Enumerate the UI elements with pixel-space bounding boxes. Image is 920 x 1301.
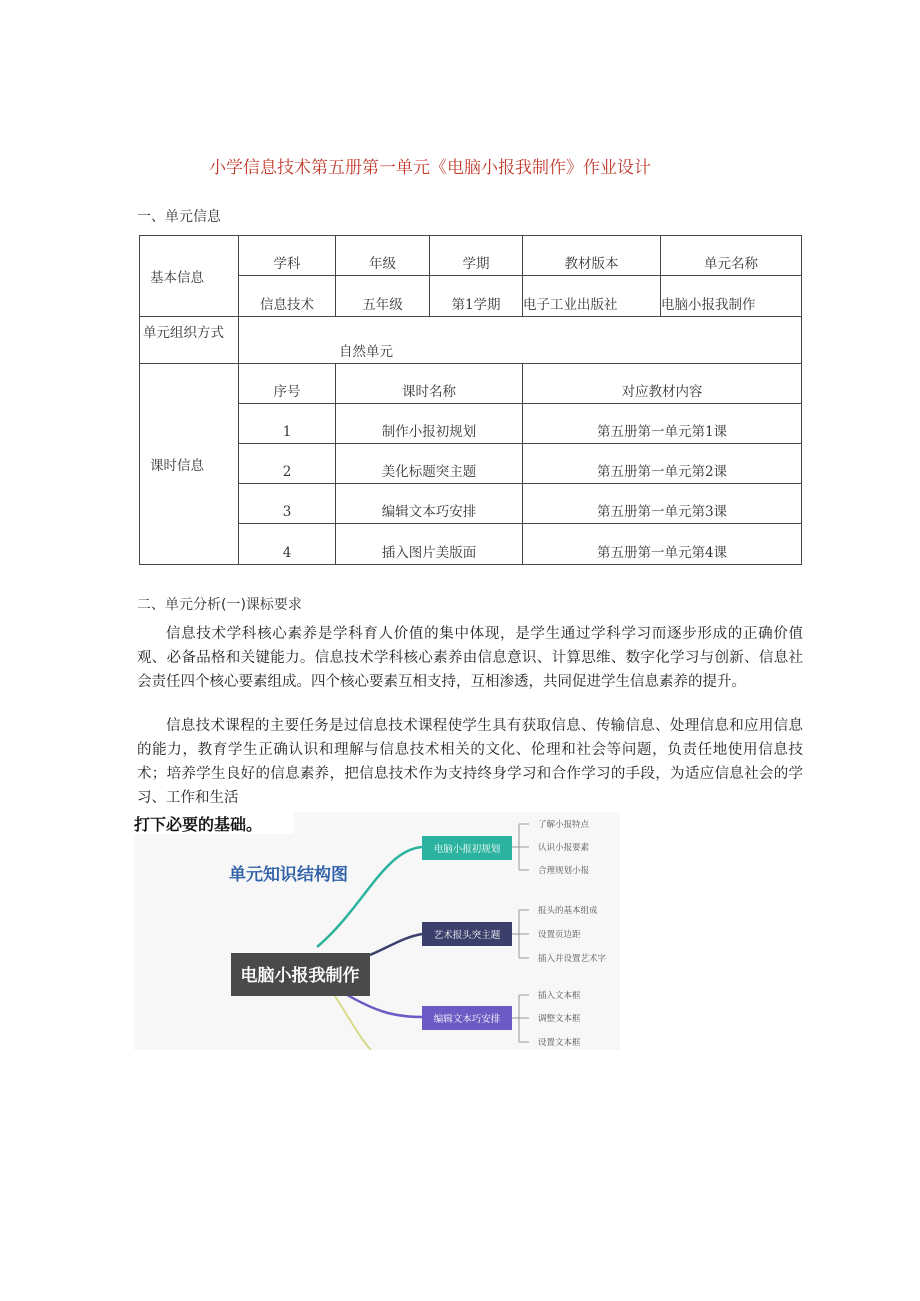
value-textbook: 电子工业出版社 xyxy=(523,276,661,317)
lesson-1-name: 制作小报初规划 xyxy=(336,404,523,444)
lesson-info-label: 课时信息 xyxy=(140,364,239,565)
value-unit-name: 电脑小报我制作 xyxy=(661,276,802,317)
branch-3-label: 编辑文本巧安排 xyxy=(433,1014,501,1025)
document-title: 小学信息技术第五册第一单元《电脑小报我制作》作业设计 xyxy=(209,158,651,178)
lesson-3-content: 第五册第一单元第3课 xyxy=(523,484,802,524)
mindmap-center-label: 电脑小报我制作 xyxy=(240,966,360,986)
value-subject: 信息技术 xyxy=(239,276,336,317)
lesson-4-no: 4 xyxy=(239,524,336,565)
branch-1-item-3: 合理规划小报 xyxy=(538,866,590,876)
lesson-1-no: 1 xyxy=(239,404,336,444)
lesson-1-content: 第五册第一单元第1课 xyxy=(523,404,802,444)
org-method-label: 单元组织方式 xyxy=(140,317,239,364)
org-method-value: 自然单元 xyxy=(239,317,802,364)
lesson-header-content: 对应教材内容 xyxy=(523,364,802,404)
value-grade: 五年级 xyxy=(336,276,430,317)
basic-info-label: 基本信息 xyxy=(140,236,239,317)
branch-2-label: 艺术报头突主题 xyxy=(433,930,501,941)
branch-3-item-1: 插入文本框 xyxy=(538,991,581,1001)
lesson-header-name: 课时名称 xyxy=(336,364,523,404)
branch-1-item-2: 认识小报要素 xyxy=(538,843,590,853)
branch-3-item-3: 设置文本框 xyxy=(538,1038,581,1048)
header-textbook: 教材版本 xyxy=(523,236,661,276)
mindmap-title: 单元知识结构图 xyxy=(229,865,348,885)
lesson-3-no: 3 xyxy=(239,484,336,524)
header-subject: 学科 xyxy=(239,236,336,276)
paragraph-core-literacy: 信息技术学科核心素养是学科育人价值的集中体现，是学生通过学科学习而逐步形成的正确价值观、必备品格和关键能力。信息技术学科核心素养由信息意识、计算思维、数字化学习与创新、信息社会责任四个核心要素组成。四个核心要素互相支持，互相渗透，共同促进学生信息素养的提升。 xyxy=(137,626,803,690)
paragraph-course-task: 信息技术课程的主要任务是过信息技术课程使学生具有获取信息、传输信息、处理信息和应用信息的能力，教育学生正确认识和理解与信息技术相关的文化、伦理和社会等问题，负责任地使用信息技术；培养学生良好的信息素养，把信息技术作为支持终身学习和合作学习的手段，为适应信息社会的学习、工作和生活 xyxy=(137,718,803,806)
lesson-3-name: 编辑文本巧安排 xyxy=(336,484,523,524)
lesson-2-content: 第五册第一单元第2课 xyxy=(523,444,802,484)
lesson-2-name: 美化标题突主题 xyxy=(336,444,523,484)
lesson-header-no: 序号 xyxy=(239,364,336,404)
knowledge-structure-map xyxy=(134,812,620,1050)
header-semester: 学期 xyxy=(430,236,523,276)
branch-3-item-2: 调整文本框 xyxy=(538,1014,581,1024)
section-unit-info-heading: 一、单元信息 xyxy=(137,209,221,225)
unit-info-table xyxy=(139,235,802,565)
header-grade: 年级 xyxy=(336,236,430,276)
section-analysis-heading: 二、单元分析(一)课标要求 xyxy=(137,597,302,613)
header-unit-name: 单元名称 xyxy=(661,236,802,276)
lesson-4-name: 插入图片美版面 xyxy=(336,524,523,565)
branch-2-item-2: 设置页边距 xyxy=(538,930,581,940)
lesson-2-no: 2 xyxy=(239,444,336,484)
branch-1-label: 电脑小报初规划 xyxy=(433,844,501,855)
branch-2-item-3: 插入并设置艺术字 xyxy=(538,954,607,964)
branch-2-item-1: 报头的基本组成 xyxy=(538,906,598,916)
branch-1-item-1: 了解小报特点 xyxy=(538,820,590,830)
trailing-text: 打下必要的基础。 xyxy=(134,815,263,834)
value-semester: 第1学期 xyxy=(430,276,523,317)
lesson-4-content: 第五册第一单元第4课 xyxy=(523,524,802,565)
